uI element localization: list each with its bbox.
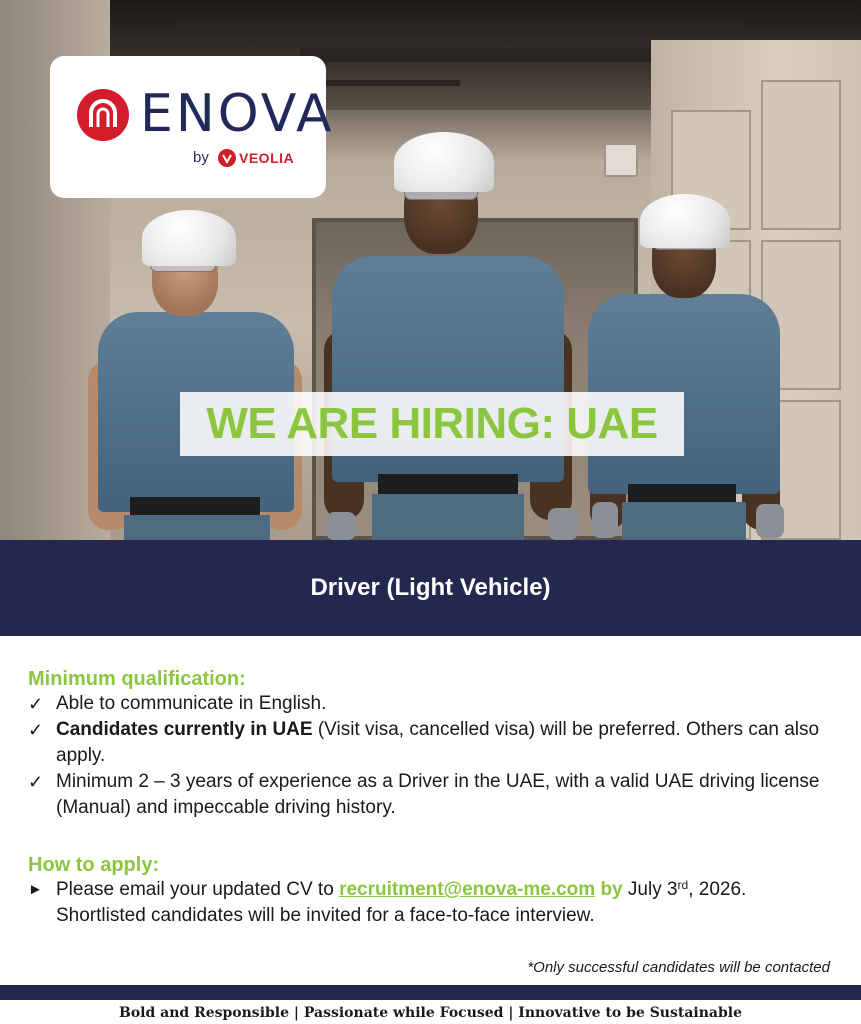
recruitment-email-link[interactable]: recruitment@enova-me.com <box>339 879 596 900</box>
contact-note: *Only successful candidates will be contacted <box>527 959 830 976</box>
partner-name: VEOLIA <box>239 150 295 166</box>
brand-by-label: by <box>193 149 209 166</box>
enova-logo-icon <box>77 89 129 141</box>
list-item: ► Please email your updated CV to recruitment@enova-me.com by July 3rd, 2026. Shortlisted candidates will be invited for a face-to-face interview. <box>28 878 747 926</box>
qualifications-heading: Minimum qualification: <box>28 668 246 690</box>
list-item: ✓ Able to communicate in English. <box>28 691 848 717</box>
apply-instruction: Shortlisted candidates will be invited for a face-to-face interview. <box>56 905 595 926</box>
job-title: Driver (Light Vehicle) <box>310 574 551 601</box>
apply-heading: How to apply: <box>28 854 160 876</box>
checkmark-icon: ✓ <box>28 694 44 714</box>
company-tagline: Bold and Responsible | Passionate while Focused | Innovative to be Sustainable <box>119 1005 742 1021</box>
checkmark-icon: ✓ <box>28 772 44 792</box>
hiring-banner <box>180 392 684 456</box>
wall-speaker <box>604 143 638 177</box>
list-item: ✓ Minimum 2 – 3 years of experience as a Driver in the UAE, with a valid UAE driving license (Manual) and impeccable driving history. <box>28 771 820 818</box>
veolia-logo-icon <box>218 149 236 167</box>
checkmark-icon: ✓ <box>28 720 44 740</box>
footer-bar <box>0 985 861 1000</box>
qualifications-list <box>28 691 848 821</box>
brand-name: ENOVA <box>140 84 335 144</box>
apply-list <box>28 877 848 929</box>
logo-card <box>50 56 335 198</box>
list-item: ✓ Candidates currently in UAE (Visit visa, cancelled visa) will be preferred. Others can also apply. <box>28 719 820 766</box>
hiring-headline: WE ARE HIRING: UAE <box>206 399 658 448</box>
arrow-right-icon: ► <box>28 881 43 898</box>
job-title-bar <box>0 540 861 636</box>
